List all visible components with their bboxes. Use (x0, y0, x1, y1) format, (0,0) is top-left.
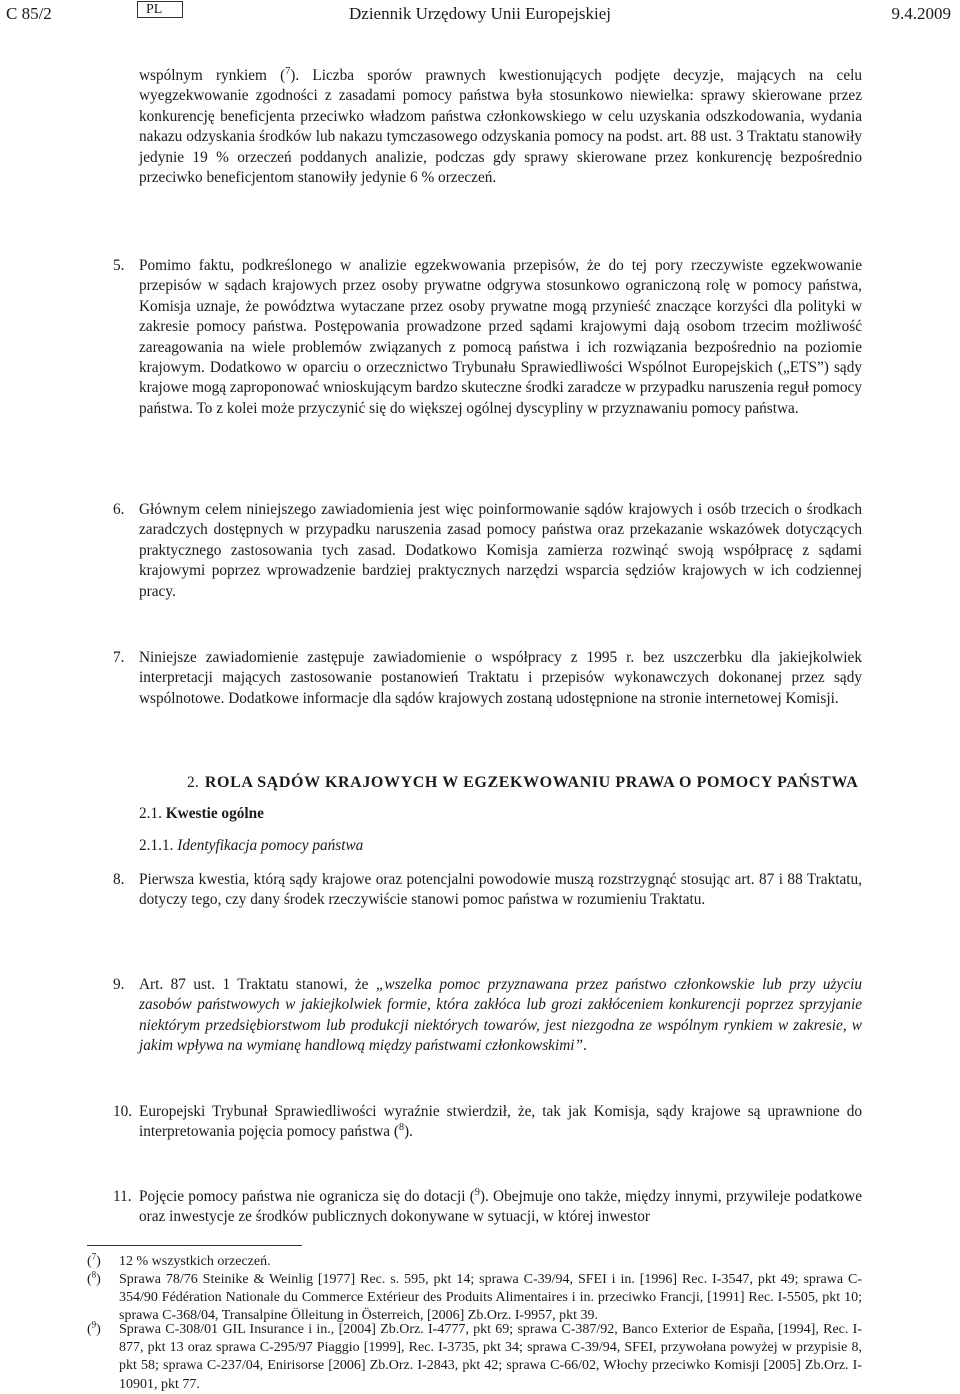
section-number: 2. (187, 774, 199, 791)
subsection-title: Kwestie ogólne (165, 805, 264, 822)
paragraph-text: ). Obejmuje ono także, między innymi, przywileje podatkowe oraz inwestycje ze środków publicznych dokonywane w sytuacji, w której inwestor (139, 1188, 862, 1226)
journal-series: C 85/2 (6, 4, 52, 23)
treaty-quote: „wszelka pomoc przyznawana przez państwo członkowskie lub przy użyciu zasobów państwowych w jakiejkolwiek formie, która zakłóca lub grozi zakłóceniem konkurencji poprzez sprzyjanie niektórym przedsiębiorstwom lub produkcji niektórych towarów, jest niezgodna ze wspólnym rynkiem w zakresie, w jakim wpływa na wymianę handlową między państwami członkowskimi” (139, 976, 862, 1055)
paragraph-text: ). Liczba sporów prawnych kwestionujących podjęte decyzje, mających na celu wyegzekwowanie zgodności z zasadami pomocy państwa była stosunkowo niewielka: sprawy skierowane przez konkurencję beneficjenta przeciwko władzom państwa członkowskiego w celu uzyskania odszkodowania, wydania nakazu odzyskania środków lub nakazu tymczasowego odzyskania pomocy na podst. art. 88 ust. 3 Traktatu stanowiły jedynie 19 % orzeczeń poddanych analizie, podczas gdy sprawy skierowane przez konkurencję bezpośrednio przeciwko beneficjentom stanowiły jedynie 6 % orzeczeń. (139, 67, 863, 187)
paragraph-number: 7. (113, 649, 125, 666)
paragraph-number: 11. (113, 1188, 132, 1205)
paragraph-continuation (139, 66, 862, 188)
footnote-8: Sprawa 78/76 Steinike & Weinlig [1977] Rec. s. 595, pkt 14; sprawa C-39/94, SFEI i in. [1996] Rec. I-3547, pkt 49; sprawa C-354/90 Fédération Nationale du Commerce Extérieur des Produits Alimentaires i in. przeciwko Francji, [1991] Rec. I-5505, pkt 10; sprawa C-368/04, Transalpine Ölleitung in Österreich, [2006] Zb.Orz. I-9957, pkt 39. (119, 1272, 862, 1324)
paragraph-6: Głównym celem niniejszego zawiadomienia jest więc poinformowanie sądów krajowych i osób trzecich o środkach zaradczych dostępnych w przypadku naruszenia zasad pomocy państwa oraz przekazanie wskazówek dotyczących praktycznego zastosowania tych zasad. Dodatkowo Komisja zamierza rozwinąć swoją współpracę z sądami krajowymi poprzez wprowadzenie bardziej praktycznych narzędzi wsparcia sędziów krajowych w ich codziennej pracy. (139, 501, 862, 600)
subsubsection-title: Identyfikacja pomocy państwa (177, 837, 364, 854)
subsubsection-heading (139, 837, 363, 855)
paragraph-number: 10. (113, 1103, 133, 1120)
subsection-heading (139, 805, 264, 823)
paragraph-5: Pomimo faktu, podkreślonego w analizie egzekwowania przepisów, że do tej pory rzeczywiste egzekwowanie przepisów w sądach krajowych przez osoby prywatne odgrywa stosunkowo ograniczoną rolę w pomocy państwa, Komisja uznaje, że powództwa wytaczane przez osoby prywatne mogą przynieść znaczące korzyści dla polityki w zakresie pomocy państwa. Postępowania prowadzone przed sądami krajowymi dają osobom trzecim możliwość zareagowania na wiele problemów związanych z pomocą państwa i ich rozwiązania bezpośrednio na poziomie krajowym. Dodatkowo w oparciu o orzecznictwo Trybunału Sprawiedliwości Wspólnot Europejskich („ETS”) sądy krajowe mogą zaproponować wnioskującym bardzo skuteczne środki zaradcze w przypadku naruszenia reguł pomocy państwa. To z kolei może przyczynić się do większej ogólnej dyscypliny w przyznawaniu pomocy państwa. (139, 257, 862, 417)
subsubsection-number: 2.1.1. (139, 837, 174, 854)
section-heading (187, 774, 858, 792)
language-box: PL (137, 1, 183, 18)
footnote-ref[interactable]: 9 (474, 1186, 480, 1198)
section-title: ROLA SĄDÓW KRAJOWYCH W EGZEKWOWANIU PRAWA O POMOCY PAŃSTWA (204, 774, 859, 791)
paragraph-text: ). (403, 1123, 413, 1141)
paragraph-number: 8. (113, 871, 125, 888)
paragraph-9 (139, 975, 862, 1057)
paragraph-text: Europejski Trybunał Sprawiedliwości wyraźnie stwierdził, że, tak jak Komisja, sądy krajowe są uprawnione do interpretowania pojęcia pomocy państwa ( (139, 1103, 862, 1141)
footnote-mark: ($^7$) (87, 1251, 101, 1269)
publication-date: 9.4.2009 (891, 4, 951, 23)
paragraph-text: Art. 87 ust. 1 Traktatu stanowi, że (139, 976, 376, 993)
paragraph-number: 6. (113, 501, 125, 518)
footnote-mark: ($^8$) (87, 1269, 101, 1287)
footnote-9: Sprawa C-308/01 GIL Insurance i in., [2004] Zb.Orz. I-4777, pkt 69; sprawa C-387/92, Banco Exterior de España, [1994], Rec. I-877, pkt 13 oraz sprawa C-295/97 Piaggio [1999], Rec. I-3735, pkt 34; sprawa C-39/94, SFEI, przywołana powyżej w przypisie 8, pkt 58; sprawa C-237/04, Enirisorse [2006] Zb.Orz. I-2843, pkt 42; sprawa C-66/02, Włochy przeciwko Komisji [2005] Zb.Orz. I-10901, pkt 77. (119, 1322, 862, 1392)
paragraph-8: Pierwsza kwestia, którą sądy krajowe oraz potencjalni powodowie muszą rozstrzygnąć stosując art. 87 i 88 Traktatu, dotyczy tego, czy dany środek rzeczywiście stanowi pomoc państwa w rozumieniu Traktatu. (139, 871, 862, 909)
paragraph-11 (139, 1187, 862, 1228)
footnote-ref[interactable]: 7 (285, 65, 291, 77)
paragraph-7: Niniejsze zawiadomienie zastępuje zawiadomienie o współpracy z 1995 r. bez uszczerbku dla jakiejkolwiek interpretacji mających zastosowanie postanowień Traktatu i przepisów wykonawczych dokonanej przez sądy wspólnotowe. Dodatkowe informacje dla sądów krajowych zostaną udostępnione na stronie internetowej Komisji. (139, 649, 862, 707)
journal-title: Dziennik Urzędowy Unii Europejskiej (349, 4, 612, 23)
footnote-divider (87, 1245, 302, 1246)
footnote-7: 12 % wszystkich orzeczeń. (119, 1254, 271, 1269)
paragraph-number: 9. (113, 976, 125, 993)
paragraph-text: wspólnym rynkiem ( (139, 67, 286, 84)
footnote-mark: ($^9$) (87, 1319, 101, 1337)
subsection-number: 2.1. (139, 805, 162, 822)
paragraph-number: 5. (113, 257, 125, 274)
paragraph-text: . (583, 1037, 587, 1055)
footnote-ref[interactable]: 8 (398, 1122, 404, 1134)
paragraph-10 (139, 1102, 862, 1143)
paragraph-text: Pojęcie pomocy państwa nie ogranicza się do dotacji ( (139, 1188, 475, 1205)
